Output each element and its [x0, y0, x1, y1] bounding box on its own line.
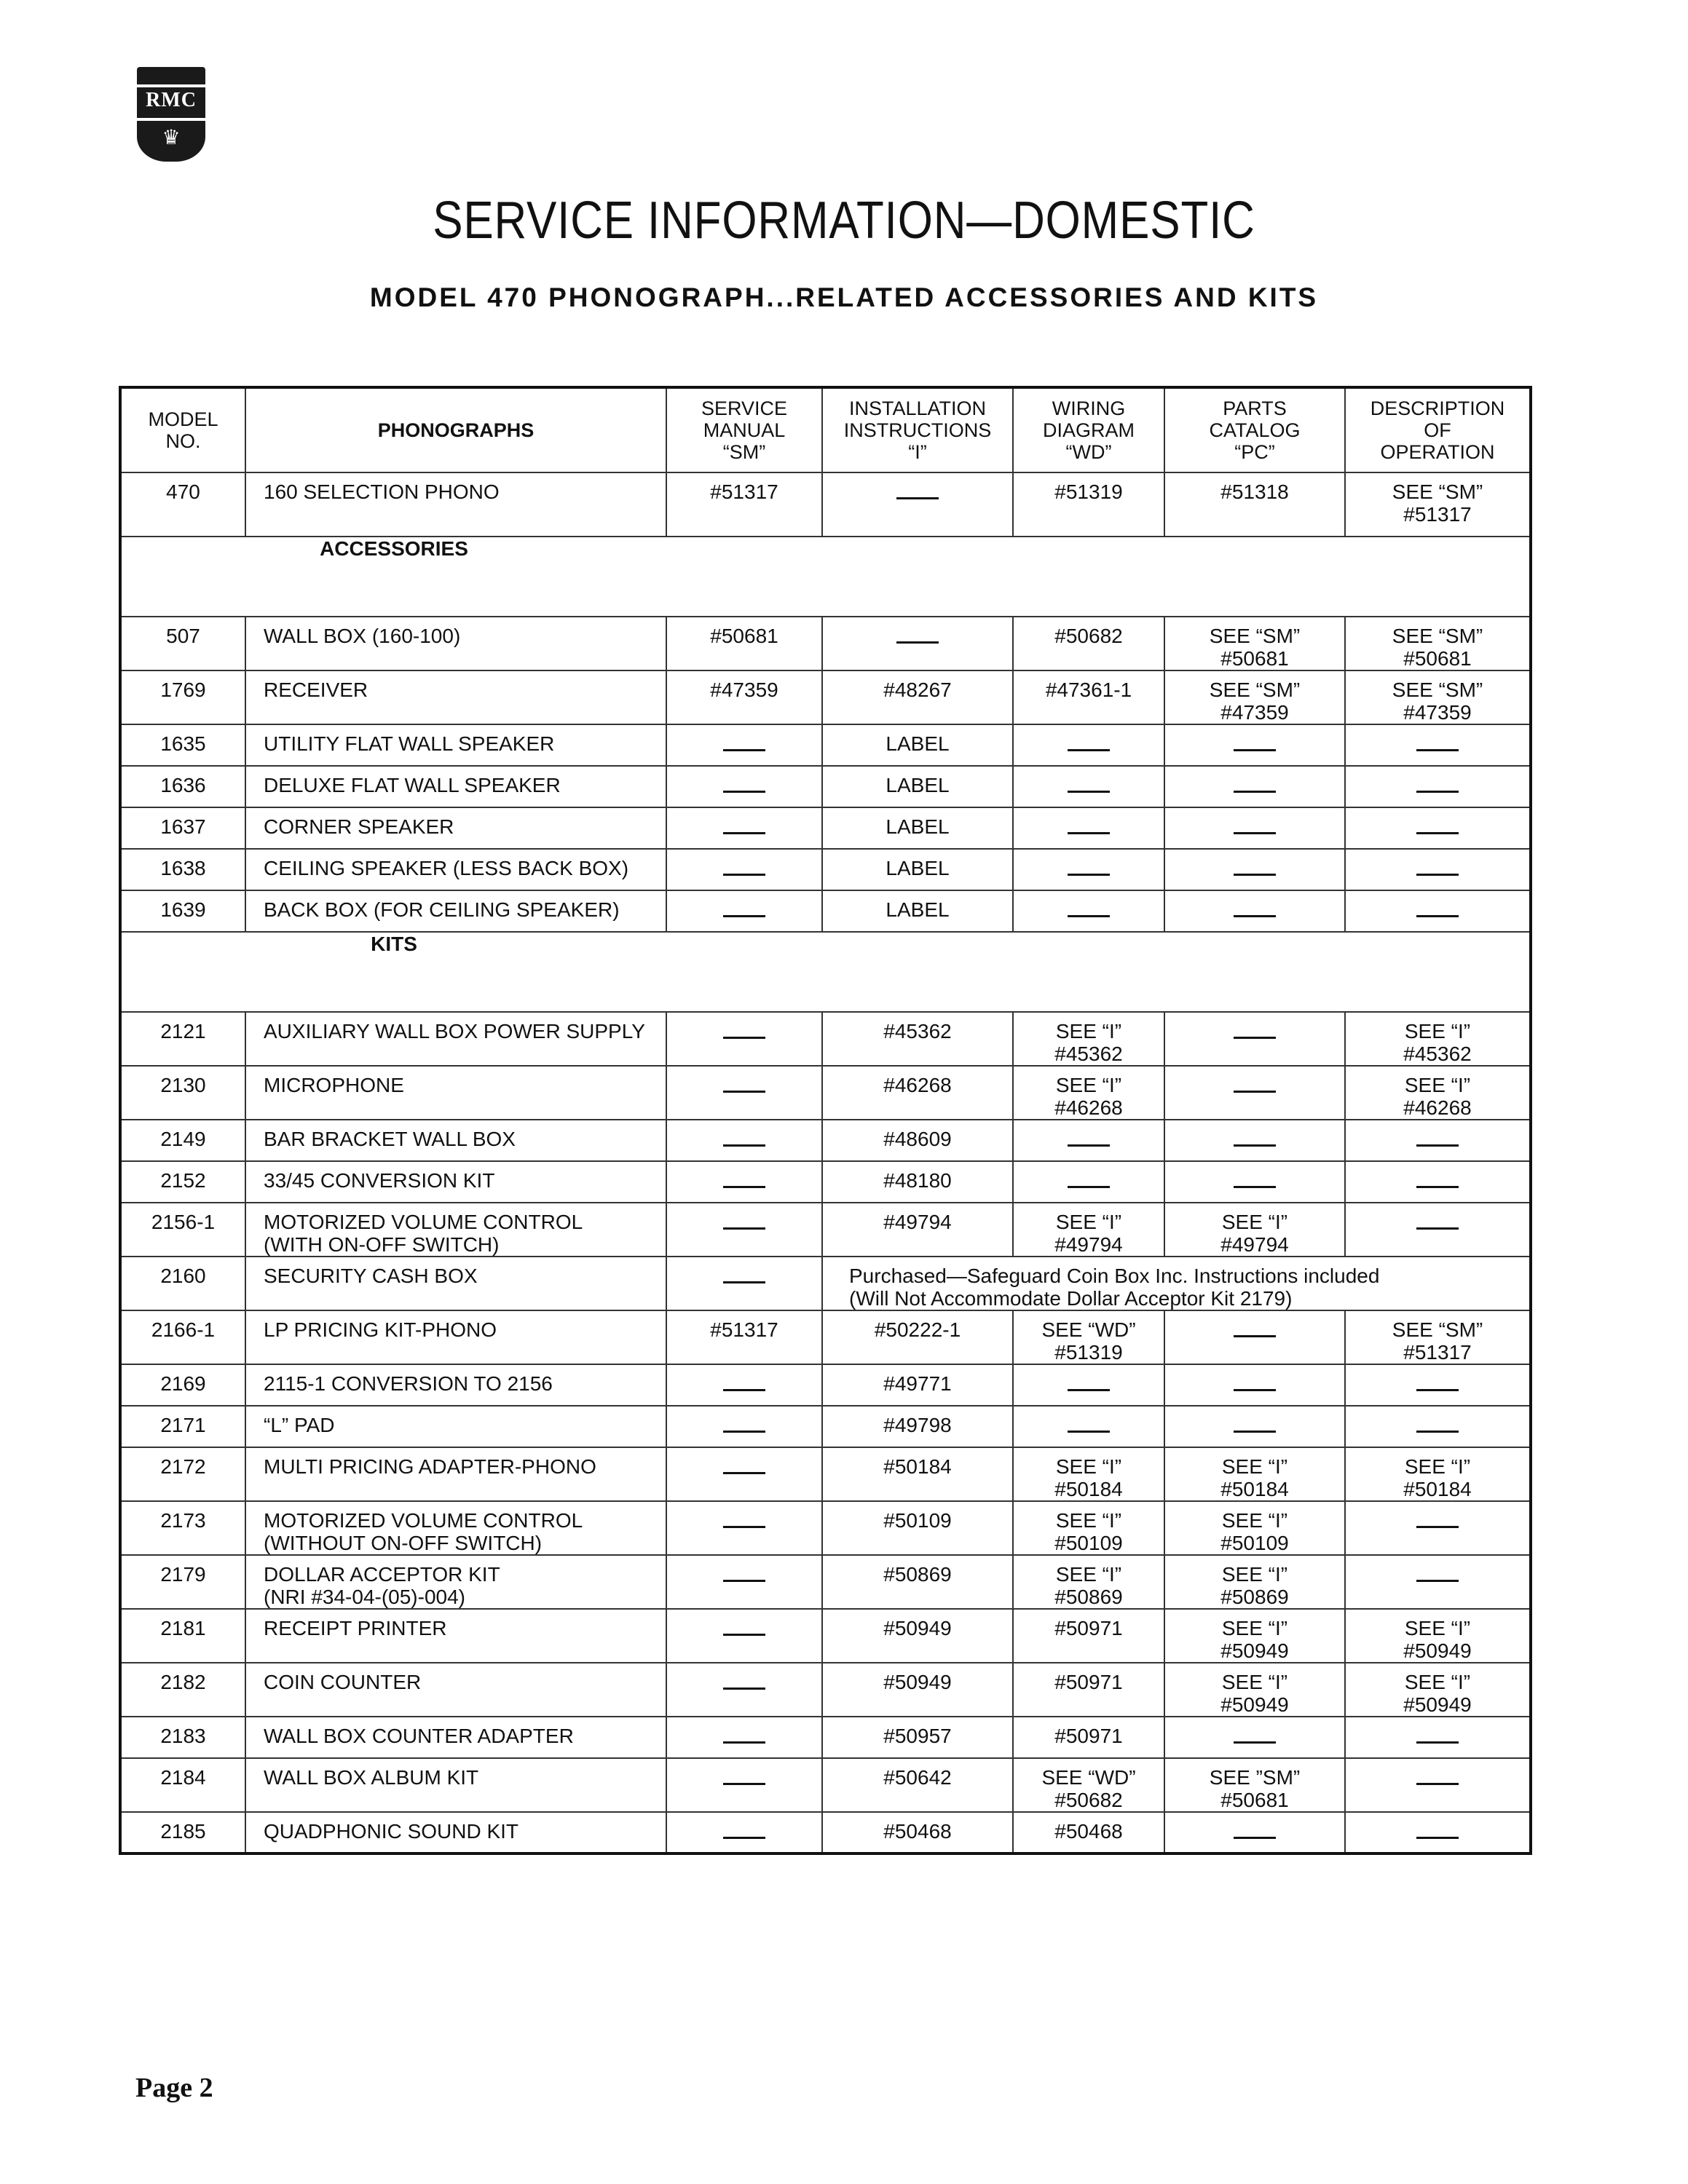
wiring-diagram-ref: [1013, 1406, 1164, 1447]
item-description: WALL BOX COUNTER ADAPTER: [245, 1717, 666, 1758]
parts-catalog-ref: [1164, 1406, 1345, 1447]
item-description: “L” PAD: [245, 1406, 666, 1447]
parts-catalog-ref: [1164, 724, 1345, 766]
wiring-diagram-ref: SEE “I” #50869: [1013, 1555, 1164, 1609]
model-number: 2121: [120, 1012, 245, 1066]
parts-catalog-ref: SEE “SM” #50681: [1164, 617, 1345, 670]
dash-mark: [723, 1431, 765, 1433]
model-number: 2181: [120, 1609, 245, 1663]
service-manual-ref: [666, 1758, 822, 1812]
crown-icon: ♛: [162, 126, 181, 149]
service-manual-ref: [666, 1609, 822, 1663]
item-description: COIN COUNTER: [245, 1663, 666, 1717]
table-row: [120, 1406, 1531, 1447]
dash-mark: [1068, 915, 1110, 917]
dash-mark: [1416, 1186, 1459, 1188]
installation-ref: #48267: [822, 670, 1013, 724]
wiring-diagram-ref: [1013, 890, 1164, 932]
dash-mark: [1234, 1186, 1276, 1188]
installation-ref: LABEL: [822, 766, 1013, 807]
model-number: 2183: [120, 1717, 245, 1758]
installation-ref: LABEL: [822, 890, 1013, 932]
parts-catalog-ref: [1164, 807, 1345, 849]
dash-mark: [723, 1741, 765, 1744]
operation-ref: [1345, 807, 1531, 849]
dash-mark: [723, 1526, 765, 1528]
dash-mark: [1068, 874, 1110, 876]
wiring-diagram-ref: [1013, 1120, 1164, 1161]
rmc-logo: [137, 67, 205, 162]
table-row: [120, 1066, 1531, 1120]
parts-catalog-ref: [1164, 1812, 1345, 1853]
dash-mark: [1234, 1144, 1276, 1147]
operation-ref: SEE “I” #50184: [1345, 1447, 1531, 1501]
parts-catalog-ref: [1164, 1012, 1345, 1066]
parts-catalog-ref: [1164, 1066, 1345, 1120]
table-row: [120, 1012, 1531, 1066]
dash-mark: [723, 874, 765, 876]
installation-ref: #49771: [822, 1364, 1013, 1406]
wiring-diagram-ref: #50971: [1013, 1717, 1164, 1758]
table-row: [120, 1812, 1531, 1853]
service-manual-ref: [666, 1812, 822, 1853]
installation-ref: #50869: [822, 1555, 1013, 1609]
installation-ref: [822, 617, 1013, 670]
dash-mark: [723, 1186, 765, 1188]
parts-catalog-ref: [1164, 766, 1345, 807]
model-number: 2182: [120, 1663, 245, 1717]
table-header: [120, 387, 1531, 472]
accessories-section: [120, 537, 1531, 617]
wiring-diagram-ref: [1013, 1161, 1164, 1203]
dash-mark: [723, 832, 765, 834]
wiring-diagram-ref: SEE “I” #50109: [1013, 1501, 1164, 1555]
dash-mark: [1416, 1741, 1459, 1744]
installation-ref: #45362: [822, 1012, 1013, 1066]
page-title: SERVICE INFORMATION—DOMESTIC: [433, 191, 1255, 250]
table-row: [120, 1310, 1531, 1364]
model-number: 2185: [120, 1812, 245, 1853]
installation-ref: #50642: [822, 1758, 1013, 1812]
wiring-diagram-ref: #50468: [1013, 1812, 1164, 1853]
installation-ref: #48180: [822, 1161, 1013, 1203]
parts-catalog-ref: SEE “SM” #47359: [1164, 670, 1345, 724]
header-model-no: MODEL NO.: [120, 387, 245, 472]
table-row: [120, 1203, 1531, 1257]
item-description: 2115-1 CONVERSION TO 2156: [245, 1364, 666, 1406]
installation-ref: #50468: [822, 1812, 1013, 1853]
table-row: [120, 617, 1531, 670]
installation-ref: #50949: [822, 1609, 1013, 1663]
dash-mark: [1416, 874, 1459, 876]
service-manual-ref: [666, 1203, 822, 1257]
dash-mark: [896, 641, 939, 644]
dash-mark: [1068, 832, 1110, 834]
wiring-diagram-ref: [1013, 724, 1164, 766]
model-number: 2160: [120, 1257, 245, 1310]
service-manual-ref: [666, 1012, 822, 1066]
dash-mark: [1416, 1431, 1459, 1433]
parts-catalog-ref: [1164, 1364, 1345, 1406]
model-number: 1635: [120, 724, 245, 766]
dash-mark: [896, 497, 939, 499]
item-description: CORNER SPEAKER: [245, 807, 666, 849]
model-number: 2169: [120, 1364, 245, 1406]
model-number: 2171: [120, 1406, 245, 1447]
item-description: RECEIPT PRINTER: [245, 1609, 666, 1663]
model-number: 1636: [120, 766, 245, 807]
model-number: 2166-1: [120, 1310, 245, 1364]
operation-ref: [1345, 1406, 1531, 1447]
dash-mark: [1416, 1783, 1459, 1785]
parts-catalog-ref: [1164, 1161, 1345, 1203]
service-manual-ref: [666, 1364, 822, 1406]
service-manual-ref: [666, 766, 822, 807]
operation-ref: SEE “SM” #50681: [1345, 617, 1531, 670]
service-manual-ref: #47359: [666, 670, 822, 724]
installation-ref: #49794: [822, 1203, 1013, 1257]
table-row: [120, 1364, 1531, 1406]
parts-catalog-ref: SEE “I” #50949: [1164, 1609, 1345, 1663]
operation-ref: SEE “I” #50949: [1345, 1609, 1531, 1663]
item-description: CEILING SPEAKER (LESS BACK BOX): [245, 849, 666, 890]
installation-ref: LABEL: [822, 849, 1013, 890]
operation-ref: [1345, 1203, 1531, 1257]
page-number: Page 2: [135, 2073, 213, 2103]
dash-mark: [723, 1037, 765, 1039]
table-row: [120, 724, 1531, 766]
operation-ref: [1345, 1501, 1531, 1555]
dash-mark: [1416, 1227, 1459, 1230]
installation-ref: #46268: [822, 1066, 1013, 1120]
model-number: 2179: [120, 1555, 245, 1609]
page-subtitle: MODEL 470 PHONOGRAPH...RELATED ACCESSORIES AND KITS: [369, 282, 1319, 312]
wiring-diagram-ref: SEE “I” #50184: [1013, 1447, 1164, 1501]
dash-mark: [1234, 1037, 1276, 1039]
service-manual-ref: [666, 1066, 822, 1120]
model-number: 2172: [120, 1447, 245, 1501]
dash-mark: [1234, 1091, 1276, 1093]
operation-ref: [1345, 724, 1531, 766]
wiring-diagram-ref: #51319: [1013, 472, 1164, 537]
dash-mark: [723, 1472, 765, 1474]
item-description: BAR BRACKET WALL BOX: [245, 1120, 666, 1161]
service-manual-ref: [666, 1447, 822, 1501]
table-row: [120, 766, 1531, 807]
parts-catalog-ref: [1164, 1310, 1345, 1364]
item-description: SECURITY CASH BOX: [245, 1257, 666, 1310]
phono-row: [120, 472, 1531, 537]
operation-ref: [1345, 1812, 1531, 1853]
header-description-of-operation: DESCRIPTION OF OPERATION: [1345, 387, 1531, 472]
dash-mark: [723, 1688, 765, 1690]
service-manual-ref: [666, 1501, 822, 1555]
item-description: 33/45 CONVERSION KIT: [245, 1161, 666, 1203]
operation-ref: SEE “SM” #51317: [1345, 1310, 1531, 1364]
wiring-diagram-ref: [1013, 807, 1164, 849]
kits-section-label: KITS: [120, 932, 666, 1012]
dash-mark: [1416, 1837, 1459, 1839]
operation-ref: SEE “I” #46268: [1345, 1066, 1531, 1120]
dash-mark: [723, 1281, 765, 1283]
installation-ref: #50109: [822, 1501, 1013, 1555]
dash-mark: [1068, 1144, 1110, 1147]
accessories-section-label: ACCESSORIES: [120, 537, 666, 617]
table-row: [120, 807, 1531, 849]
dash-mark: [1234, 1335, 1276, 1337]
service-manual-ref: [666, 1663, 822, 1717]
dash-mark: [1068, 1431, 1110, 1433]
dash-mark: [723, 1227, 765, 1230]
operation-ref: [1345, 1120, 1531, 1161]
table-row: [120, 1609, 1531, 1663]
wiring-diagram-ref: #50971: [1013, 1609, 1164, 1663]
parts-catalog-ref: [1164, 1717, 1345, 1758]
dash-mark: [1416, 832, 1459, 834]
table-row: [120, 890, 1531, 932]
item-description: MULTI PRICING ADAPTER-PHONO: [245, 1447, 666, 1501]
item-description: WALL BOX ALBUM KIT: [245, 1758, 666, 1812]
dash-mark: [723, 791, 765, 793]
service-manual-ref: [666, 1717, 822, 1758]
operation-ref: [1345, 1555, 1531, 1609]
kits-section-filler: [666, 932, 1531, 1012]
parts-catalog-ref: SEE “I” #50184: [1164, 1447, 1345, 1501]
item-description: AUXILIARY WALL BOX POWER SUPPLY: [245, 1012, 666, 1066]
wiring-diagram-ref: SEE “WD” #51319: [1013, 1310, 1164, 1364]
model-number: 1637: [120, 807, 245, 849]
table-row: [120, 1161, 1531, 1203]
model-number: 2184: [120, 1758, 245, 1812]
operation-ref: SEE “I” #50949: [1345, 1663, 1531, 1717]
item-description: LP PRICING KIT-PHONO: [245, 1310, 666, 1364]
dash-mark: [723, 1389, 765, 1391]
installation-ref: #50949: [822, 1663, 1013, 1717]
wiring-diagram-ref: [1013, 1364, 1164, 1406]
service-info-table: [119, 386, 1532, 1855]
service-manual-ref: [666, 1406, 822, 1447]
table-row: [120, 1501, 1531, 1555]
dash-mark: [723, 1091, 765, 1093]
dash-mark: [1234, 874, 1276, 876]
header-installation-instructions: INSTALLATION INSTRUCTIONS “I”: [822, 387, 1013, 472]
header-wiring-diagram: WIRING DIAGRAM “WD”: [1013, 387, 1164, 472]
dash-mark: [1234, 1431, 1276, 1433]
operation-ref: [1345, 1161, 1531, 1203]
parts-catalog-ref: SEE “I” #50949: [1164, 1663, 1345, 1717]
dash-mark: [723, 749, 765, 751]
item-description: MICROPHONE: [245, 1066, 666, 1120]
installation-ref: #48609: [822, 1120, 1013, 1161]
dash-mark: [723, 1144, 765, 1147]
parts-catalog-ref: SEE ”SM” #50681: [1164, 1758, 1345, 1812]
item-description: QUADPHONIC SOUND KIT: [245, 1812, 666, 1853]
parts-catalog-ref: SEE “I” #50109: [1164, 1501, 1345, 1555]
service-manual-ref: [666, 1257, 822, 1310]
operation-ref: [1345, 1758, 1531, 1812]
dash-mark: [1416, 1580, 1459, 1582]
model-number: 1639: [120, 890, 245, 932]
model-number: 2152: [120, 1161, 245, 1203]
installation-ref: #50222-1: [822, 1310, 1013, 1364]
model-number: 507: [120, 617, 245, 670]
kits-section: [120, 932, 1531, 1012]
operation-ref: [1345, 1717, 1531, 1758]
operation-ref: [1345, 890, 1531, 932]
wiring-diagram-ref: [1013, 766, 1164, 807]
model-number: 1638: [120, 849, 245, 890]
accessories-section-filler: [666, 537, 1531, 617]
table-row: [120, 1663, 1531, 1717]
service-manual-ref: [666, 890, 822, 932]
installation-ref: LABEL: [822, 807, 1013, 849]
service-manual-ref: [666, 1120, 822, 1161]
wiring-diagram-ref: SEE “I” #46268: [1013, 1066, 1164, 1120]
item-description: MOTORIZED VOLUME CONTROL (WITH ON-OFF SWITCH): [245, 1203, 666, 1257]
item-description: UTILITY FLAT WALL SPEAKER: [245, 724, 666, 766]
installation-ref: LABEL: [822, 724, 1013, 766]
wiring-diagram-ref: #47361-1: [1013, 670, 1164, 724]
installation-ref: [822, 472, 1013, 537]
dash-mark: [1068, 791, 1110, 793]
parts-catalog-ref: [1164, 849, 1345, 890]
table-row: [120, 670, 1531, 724]
item-description: RECEIVER: [245, 670, 666, 724]
dash-mark: [1416, 791, 1459, 793]
installation-ref: #49798: [822, 1406, 1013, 1447]
dash-mark: [1416, 915, 1459, 917]
dash-mark: [1068, 1389, 1110, 1391]
dash-mark: [723, 1634, 765, 1636]
parts-catalog-ref: [1164, 1120, 1345, 1161]
dash-mark: [1416, 1144, 1459, 1147]
table-row: [120, 1120, 1531, 1161]
model-number: 2149: [120, 1120, 245, 1161]
wiring-diagram-ref: #50971: [1013, 1663, 1164, 1717]
purchase-note: Purchased—Safeguard Coin Box Inc. Instructions included (Will Not Accommodate Dollar Acceptor Kit 2179): [822, 1257, 1531, 1310]
model-number: 2173: [120, 1501, 245, 1555]
wiring-diagram-ref: SEE “I” #45362: [1013, 1012, 1164, 1066]
item-description: DOLLAR ACCEPTOR KIT (NRI #34-04-(05)-004): [245, 1555, 666, 1609]
wiring-diagram-ref: [1013, 849, 1164, 890]
table-row: [120, 1555, 1531, 1609]
dash-mark: [1234, 791, 1276, 793]
item-description: BACK BOX (FOR CEILING SPEAKER): [245, 890, 666, 932]
header-parts-catalog: PARTS CATALOG “PC”: [1164, 387, 1345, 472]
wiring-diagram-ref: SEE “WD” #50682: [1013, 1758, 1164, 1812]
table-row: [120, 849, 1531, 890]
dash-mark: [1416, 749, 1459, 751]
operation-ref: [1345, 849, 1531, 890]
table-row: [120, 1717, 1531, 1758]
installation-ref: #50184: [822, 1447, 1013, 1501]
operation-ref: [1345, 766, 1531, 807]
wiring-diagram-ref: SEE “I” #49794: [1013, 1203, 1164, 1257]
item-description: MOTORIZED VOLUME CONTROL (WITHOUT ON-OFF SWITCH): [245, 1501, 666, 1555]
parts-catalog-ref: SEE “I” #49794: [1164, 1203, 1345, 1257]
dash-mark: [1234, 749, 1276, 751]
parts-catalog-ref: #51318: [1164, 472, 1345, 537]
dash-mark: [1234, 1741, 1276, 1744]
wiring-diagram-ref: #50682: [1013, 617, 1164, 670]
service-manual-ref: #51317: [666, 472, 822, 537]
table-row: [120, 1758, 1531, 1812]
dash-mark: [723, 915, 765, 917]
logo-text: RMC: [146, 89, 197, 111]
dash-mark: [1416, 1389, 1459, 1391]
operation-ref: SEE “SM” #47359: [1345, 670, 1531, 724]
dash-mark: [1234, 1837, 1276, 1839]
dash-mark: [1068, 1186, 1110, 1188]
dash-mark: [723, 1580, 765, 1582]
service-manual-ref: [666, 1161, 822, 1203]
dash-mark: [1234, 1389, 1276, 1391]
operation-ref: SEE “SM” #51317: [1345, 472, 1531, 537]
service-manual-ref: [666, 724, 822, 766]
item-description: WALL BOX (160-100): [245, 617, 666, 670]
header-phonographs: PHONOGRAPHS: [245, 387, 666, 472]
service-manual-ref: #51317: [666, 1310, 822, 1364]
table-row: [120, 1257, 1531, 1310]
dash-mark: [723, 1783, 765, 1785]
dash-mark: [1416, 1526, 1459, 1528]
service-manual-ref: [666, 1555, 822, 1609]
dash-mark: [1068, 749, 1110, 751]
item-description: DELUXE FLAT WALL SPEAKER: [245, 766, 666, 807]
item-description: 160 SELECTION PHONO: [245, 472, 666, 537]
installation-ref: #50957: [822, 1717, 1013, 1758]
dash-mark: [723, 1837, 765, 1839]
table-body: [120, 472, 1531, 1853]
model-number: 470: [120, 472, 245, 537]
model-number: 2156-1: [120, 1203, 245, 1257]
operation-ref: SEE “I” #45362: [1345, 1012, 1531, 1066]
parts-catalog-ref: SEE “I” #50869: [1164, 1555, 1345, 1609]
table-row: [120, 1447, 1531, 1501]
model-number: 2130: [120, 1066, 245, 1120]
service-manual-ref: [666, 849, 822, 890]
service-manual-ref: #50681: [666, 617, 822, 670]
service-manual-ref: [666, 807, 822, 849]
dash-mark: [1234, 832, 1276, 834]
model-number: 1769: [120, 670, 245, 724]
dash-mark: [1234, 915, 1276, 917]
operation-ref: [1345, 1364, 1531, 1406]
parts-catalog-ref: [1164, 890, 1345, 932]
header-service-manual: SERVICE MANUAL “SM”: [666, 387, 822, 472]
